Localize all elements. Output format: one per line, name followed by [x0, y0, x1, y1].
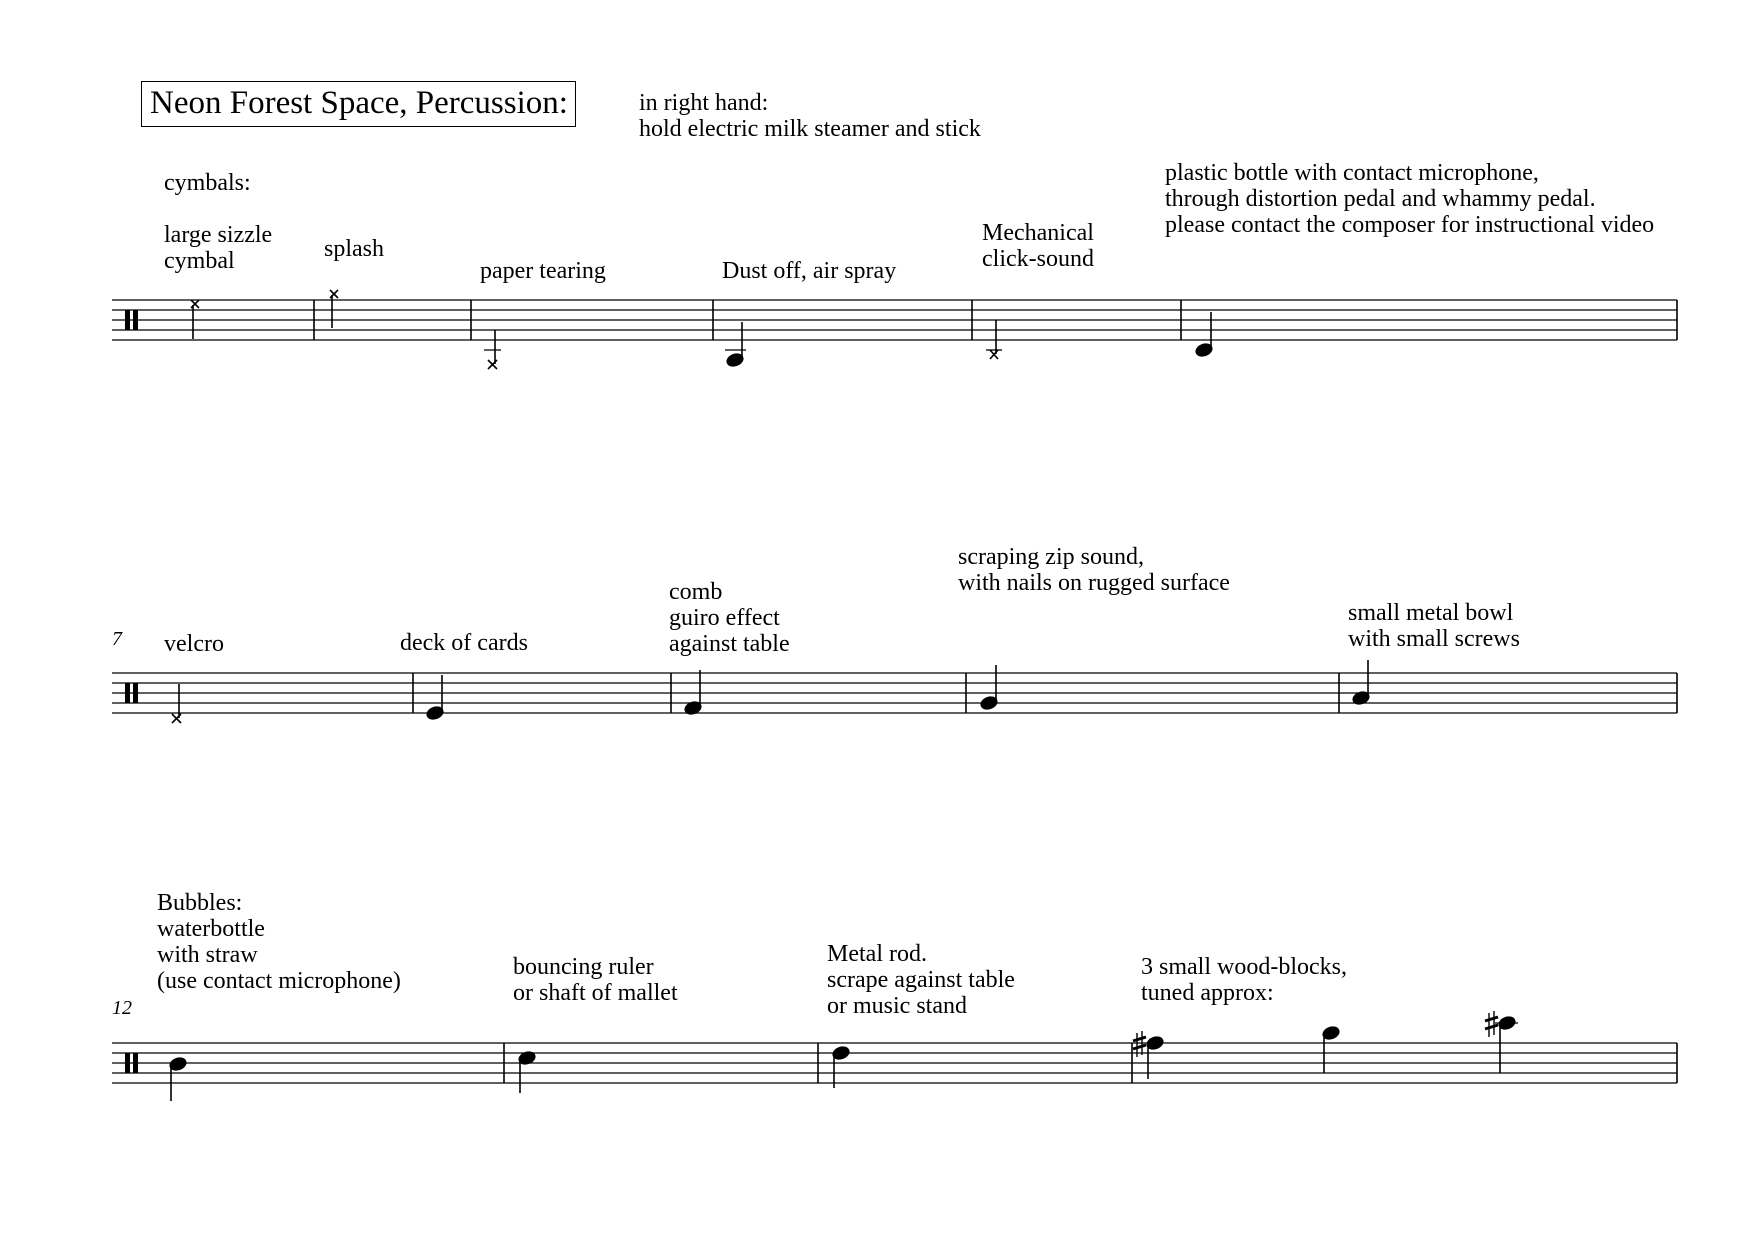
header-instruction: in right hand: hold electric milk steamer and stick	[639, 90, 981, 142]
score-title: Neon Forest Space, Percussion:	[141, 81, 576, 127]
measure-number-12: 12	[112, 997, 132, 1019]
annotation-wood-blocks: 3 small wood-blocks, tuned approx:	[1141, 954, 1347, 1006]
annotation-large-sizzle-cymbal: large sizzle cymbal	[164, 222, 273, 274]
staff-system-2	[112, 673, 1677, 713]
note-wood-block-2	[1322, 1025, 1341, 1073]
note-plastic-bottle	[1195, 312, 1214, 358]
annotation-splash: splash	[324, 236, 384, 262]
measure-number-7: 7	[112, 628, 122, 650]
annotation-comb-guiro: comb guiro effect against table	[669, 579, 790, 657]
note-paper-tearing	[484, 330, 501, 369]
note-splash	[330, 290, 338, 328]
annotation-deck-of-cards: deck of cards	[400, 630, 528, 656]
staff-system-1	[112, 300, 1677, 340]
sharp-icon	[1485, 1011, 1498, 1037]
note-wood-block-3	[1495, 1015, 1518, 1073]
annotation-bouncing-ruler: bouncing ruler or shaft of mallet	[513, 954, 678, 1006]
annotation-dust-off-air-spray: Dust off, air spray	[722, 258, 897, 284]
note-bouncing-ruler	[518, 1050, 537, 1093]
note-dust-off	[725, 322, 746, 368]
annotation-metal-rod: Metal rod. scrape against table or music stand	[827, 941, 1015, 1019]
annotation-mechanical-click: Mechanical click-sound	[982, 220, 1094, 272]
note-deck-of-cards	[426, 675, 445, 721]
note-metal-rod	[832, 1045, 851, 1088]
staff-system-3	[112, 1043, 1677, 1083]
annotation-paper-tearing: paper tearing	[480, 258, 606, 284]
note-scraping-zip	[980, 665, 999, 711]
annotation-scraping-zip: scraping zip sound, with nails on rugged surface	[958, 544, 1230, 596]
note-bubbles	[169, 1056, 188, 1101]
annotation-velcro: velcro	[164, 631, 224, 657]
annotation-plastic-bottle: plastic bottle with contact microphone, through distortion pedal and whammy pedal. please contact the composer for instructional video	[1165, 160, 1655, 238]
annotation-bubbles: Bubbles: waterbottle with straw (use contact microphone)	[157, 890, 401, 994]
annotation-small-metal-bowl: small metal bowl with small screws	[1348, 600, 1520, 652]
section-label-cymbals: cymbals:	[164, 170, 251, 196]
